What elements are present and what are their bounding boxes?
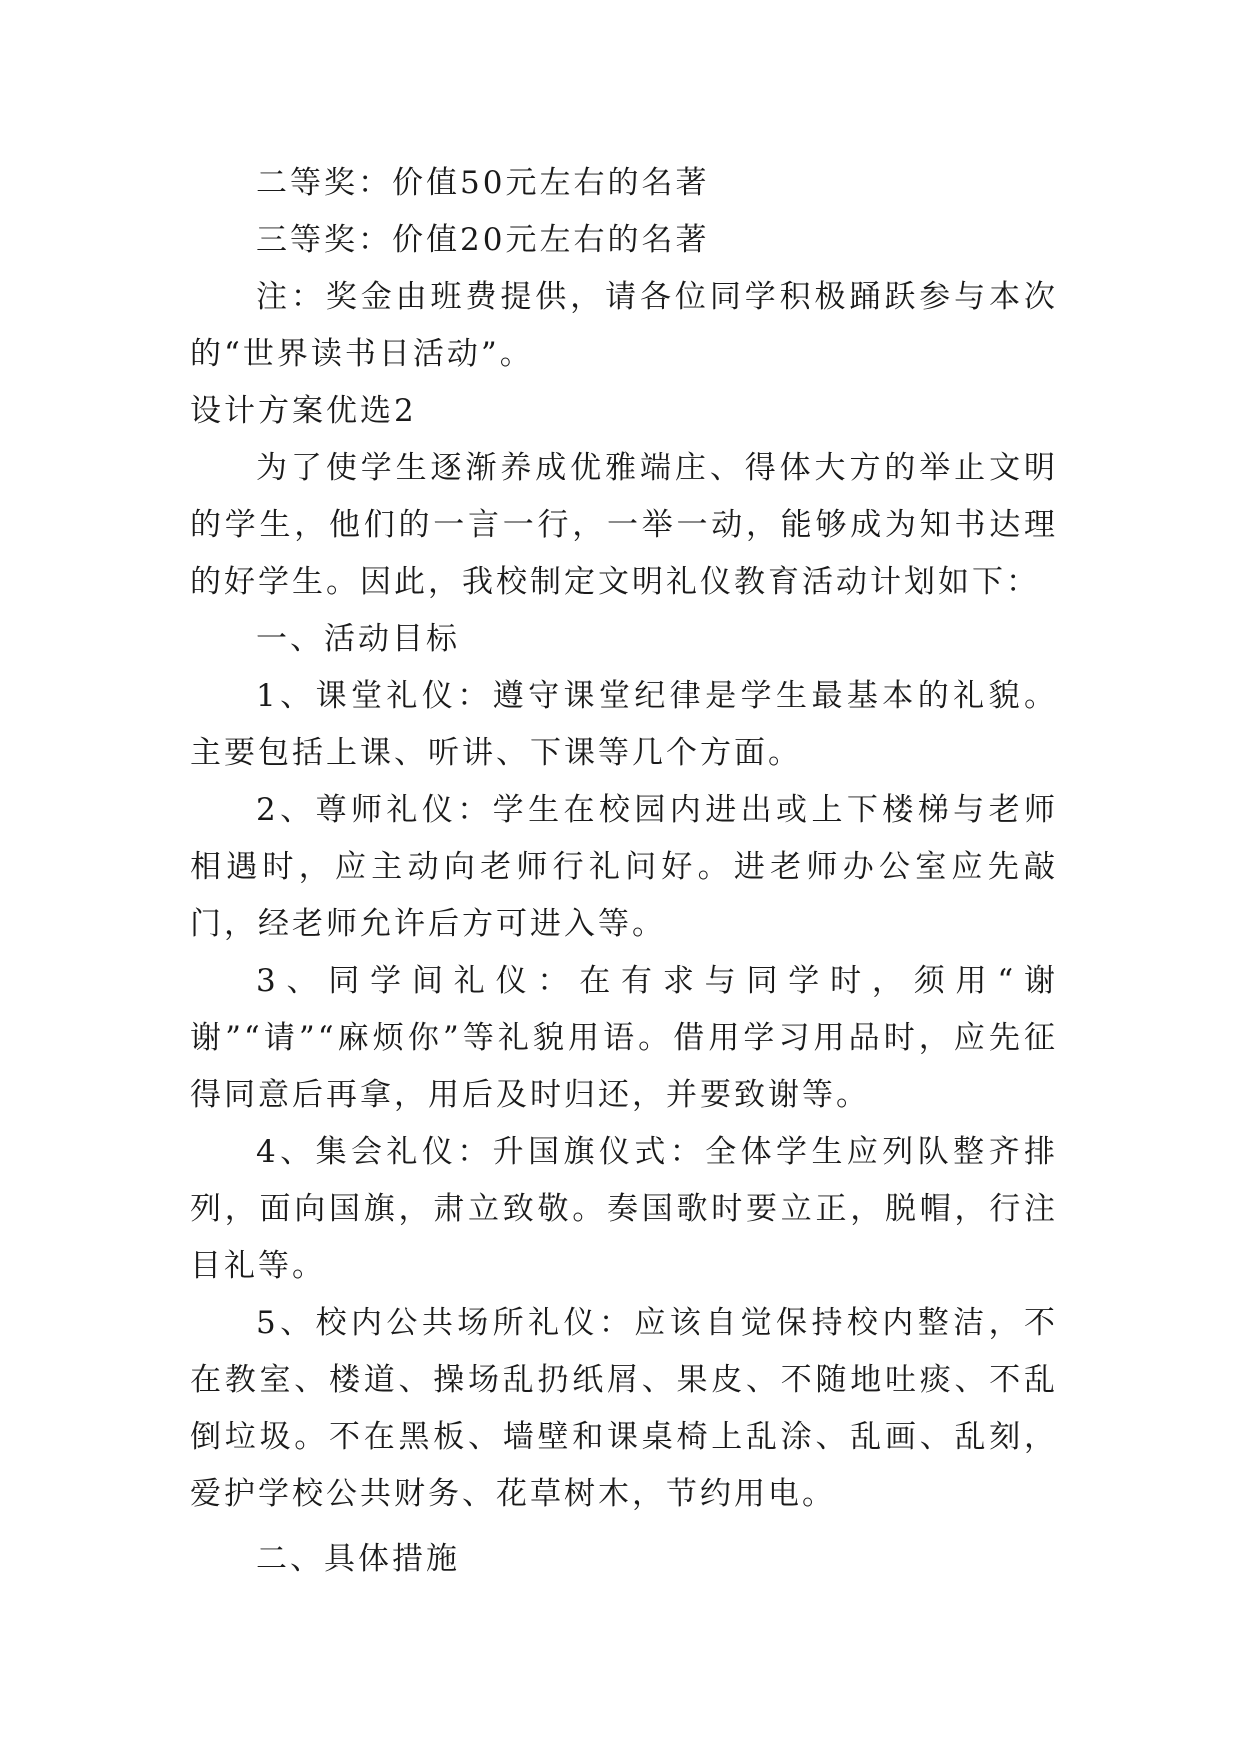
paragraph-intro: 为了使学生逐渐养成优雅端庄、得体大方的举止文明的学生，他们的一言一行，一举一动，能够成为知书达理的好学生。因此，我校制定文明礼仪教育活动计划如下： [190, 450, 1058, 600]
paragraph-goal-heading: 一、活动目标 [256, 621, 460, 657]
paragraph-second-prize: 二等奖：价值50元左右的名著 [256, 165, 710, 201]
paragraph-public-etiquette: 5、校内公共场所礼仪：应该自觉保持校内整洁，不在教室、楼道、操场乱扔纸屑、果皮、不随地吐痰、不乱倒垃圾。不在黑板、墙壁和课桌椅上乱涂、乱画、乱刻，爱护学校公共财务、花草树木，节约用电。 [190, 1305, 1058, 1512]
paragraph-third-prize: 三等奖：价值20元左右的名著 [256, 222, 710, 258]
paragraph-classroom-etiquette: 1、课堂礼仪：遵守课堂纪律是学生最基本的礼貌。主要包括上课、听讲、下课等几个方面。 [190, 678, 1058, 771]
paragraph-classmate-etiquette: 3、同学间礼仪：在有求与同学时，须用“谢谢”“请”“麻烦你”等礼貌用语。借用学习用品时，应先征得同意后再拿，用后及时归还，并要致谢等。 [190, 963, 1058, 1113]
paragraph-assembly-etiquette: 4、集会礼仪：升国旗仪式：全体学生应列队整齐排列，面向国旗，肃立致敬。奏国歌时要立正，脱帽，行注目礼等。 [190, 1134, 1058, 1284]
spacer [190, 1523, 1058, 1531]
paragraph-measures-heading: 二、具体措施 [256, 1541, 460, 1577]
paragraph-note: 注：奖金由班费提供，请各位同学积极踊跃参与本次的“世界读书日活动”。 [190, 279, 1058, 372]
document-body [190, 155, 1058, 1588]
section-heading: 设计方案优选2 [190, 393, 417, 429]
paragraph-teacher-etiquette: 2、尊师礼仪：学生在校园内进出或上下楼梯与老师相遇时，应主动向老师行礼问好。进老师办公室应先敲门，经老师允许后方可进入等。 [190, 792, 1058, 942]
